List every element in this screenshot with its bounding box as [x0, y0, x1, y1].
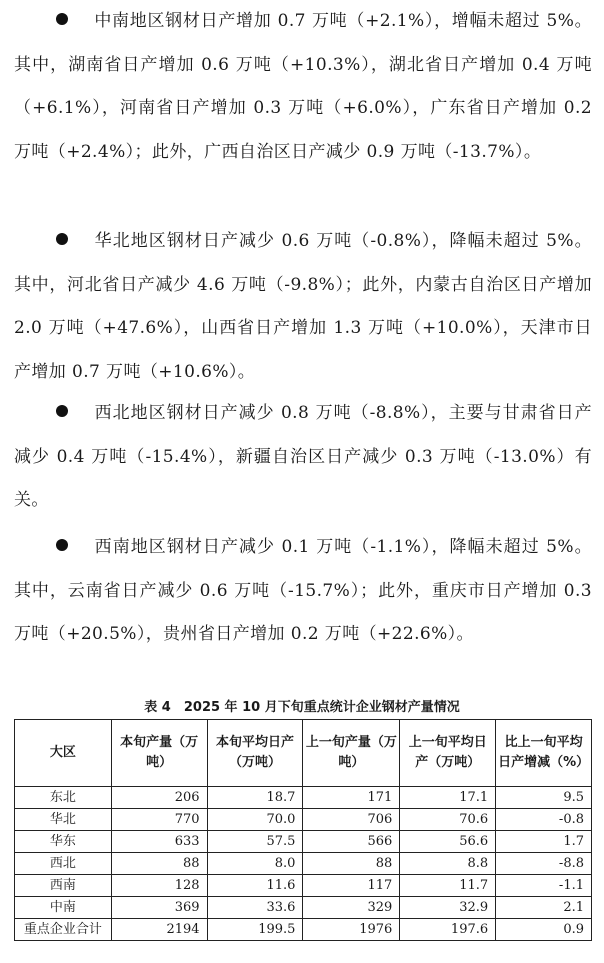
cell-prev-output: 117 [303, 875, 400, 897]
cell-daily: 70.0 [207, 809, 303, 831]
header-change: 比上一旬平均日产增减（%） [496, 720, 592, 787]
header-region: 大区 [15, 720, 112, 787]
cell-region: 西南 [15, 875, 112, 897]
table-row [15, 875, 592, 897]
cell-daily: 33.6 [207, 897, 303, 919]
cell-change: -1.1 [496, 875, 592, 897]
cell-output: 206 [111, 787, 207, 809]
paragraph-text: 华北地区钢材日产减少 0.6 万吨（-0.8%），降幅未超过 5%。其中，河北省日产减少 4.6 万吨（-9.8%）；此外，内蒙古自治区日产增加 2.0 万吨（+47.6%），山西省日产增加 1.3 万吨（+10.0%），天津市日产增加 0.7 万吨（+10.6%）。 [14, 231, 592, 382]
table-header-row [15, 720, 592, 787]
cell-region: 中南 [15, 897, 112, 919]
cell-prev-output: 329 [303, 897, 400, 919]
cell-region: 西北 [15, 853, 112, 875]
cell-region: 重点企业合计 [15, 919, 112, 941]
table-row [15, 897, 592, 919]
paragraph-text: 西北地区钢材日产减少 0.8 万吨（-8.8%），主要与甘肃省日产减少 0.4 万吨（-15.4%），新疆自治区日产减少 0.3 万吨（-13.0%）有关。 [14, 403, 592, 510]
cell-change: -8.8 [496, 853, 592, 875]
cell-change: 1.7 [496, 831, 592, 853]
paragraph-southwest [14, 526, 592, 657]
cell-daily: 11.6 [207, 875, 303, 897]
cell-output: 2194 [111, 919, 207, 941]
cell-region: 华北 [15, 809, 112, 831]
cell-prev-daily: 56.6 [400, 831, 496, 853]
cell-region: 东北 [15, 787, 112, 809]
cell-change: 0.9 [496, 919, 592, 941]
cell-prev-output: 171 [303, 787, 400, 809]
cell-prev-daily: 70.6 [400, 809, 496, 831]
cell-prev-output: 566 [303, 831, 400, 853]
table-total-row [15, 919, 592, 941]
cell-prev-output: 88 [303, 853, 400, 875]
bullet-icon [56, 539, 68, 551]
cell-change: 9.5 [496, 787, 592, 809]
header-daily: 本旬平均日产（万吨） [207, 720, 303, 787]
cell-change: 2.1 [496, 897, 592, 919]
header-prev-output: 上一旬产量（万吨） [303, 720, 400, 787]
header-output: 本旬产量（万吨） [111, 720, 207, 787]
steel-output-table [14, 719, 592, 941]
cell-daily: 8.0 [207, 853, 303, 875]
cell-prev-daily: 8.8 [400, 853, 496, 875]
table-caption: 表 4 2025 年 10 月下旬重点统计企业钢材产量情况 [144, 700, 460, 715]
cell-daily: 57.5 [207, 831, 303, 853]
paragraph-central-south [14, 0, 592, 174]
table-row [15, 787, 592, 809]
table-row [15, 809, 592, 831]
cell-region: 华东 [15, 831, 112, 853]
cell-prev-daily: 32.9 [400, 897, 496, 919]
cell-prev-daily: 11.7 [400, 875, 496, 897]
bullet-icon [56, 405, 68, 417]
cell-output: 369 [111, 897, 207, 919]
cell-prev-daily: 197.6 [400, 919, 496, 941]
cell-output: 633 [111, 831, 207, 853]
cell-daily: 199.5 [207, 919, 303, 941]
paragraph-text: 中南地区钢材日产增加 0.7 万吨（+2.1%），增幅未超过 5%。其中，湖南省日产增加 0.6 万吨（+10.3%），湖北省日产增加 0.4 万吨（+6.1%），河南省日产增加 0.3 万吨（+6.0%），广东省日产增加 0.2 万吨（+2.4%）；此外，广西自治区日产减少 0.9 万吨（-13.7%）。 [14, 11, 592, 162]
cell-change: -0.8 [496, 809, 592, 831]
cell-prev-daily: 17.1 [400, 787, 496, 809]
paragraph-north [14, 220, 592, 394]
bullet-icon [56, 233, 68, 245]
bullet-icon [56, 13, 68, 25]
header-prev-daily: 上一旬平均日产（万吨） [400, 720, 496, 787]
paragraph-northwest [14, 392, 592, 523]
cell-prev-output: 1976 [303, 919, 400, 941]
cell-prev-output: 706 [303, 809, 400, 831]
cell-daily: 18.7 [207, 787, 303, 809]
paragraph-text: 西南地区钢材日产减少 0.1 万吨（-1.1%），降幅未超过 5%。其中，云南省日产减少 0.6 万吨（-15.7%）；此外，重庆市日产增加 0.3 万吨（+20.5%），贵州省日产增加 0.2 万吨（+22.6%）。 [14, 537, 592, 644]
table-row [15, 831, 592, 853]
table-row [15, 853, 592, 875]
cell-output: 88 [111, 853, 207, 875]
cell-output: 128 [111, 875, 207, 897]
cell-output: 770 [111, 809, 207, 831]
